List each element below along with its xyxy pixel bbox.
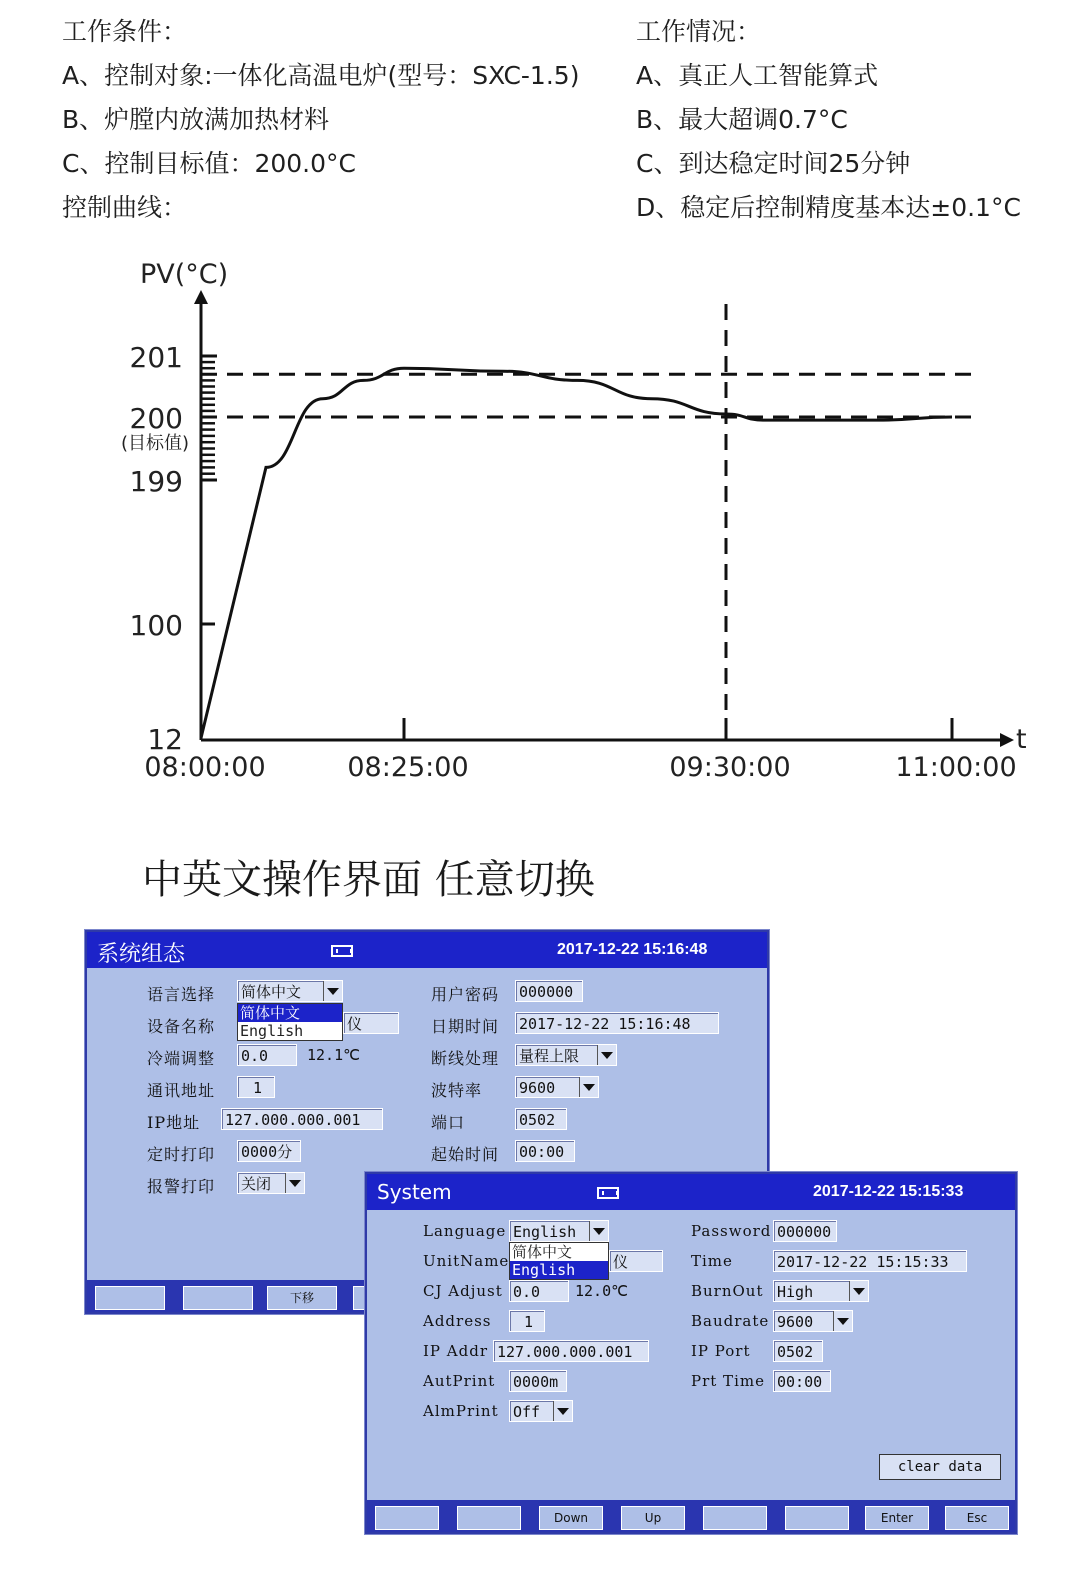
- intro-right-line: C、到达稳定时间25分钟: [636, 149, 911, 178]
- language-option[interactable]: 简体中文: [238, 1004, 342, 1022]
- start-time-label: 起始时间: [431, 1145, 500, 1164]
- y-tick-label: 200: [129, 402, 183, 435]
- function-key[interactable]: [183, 1286, 253, 1310]
- function-key[interactable]: [703, 1506, 767, 1530]
- ip-label: IP地址: [147, 1113, 201, 1132]
- language-label: 语言选择: [147, 985, 216, 1004]
- timed-print-field[interactable]: 0000分: [237, 1140, 301, 1162]
- language-options: [509, 1242, 609, 1280]
- password-label: 用户密码: [431, 985, 500, 1004]
- baudrate-value: 9600: [777, 1313, 814, 1331]
- datetime-label: 日期时间: [431, 1017, 500, 1036]
- function-key[interactable]: [457, 1506, 521, 1530]
- target-value-note: (目标值): [120, 433, 190, 454]
- datetime-field[interactable]: 2017-12-22 15:16:48: [515, 1012, 719, 1034]
- chevron-down-icon[interactable]: [589, 1221, 608, 1241]
- control-curve-chart: [0, 240, 1080, 800]
- baudrate-label: Baudrate: [691, 1312, 770, 1330]
- down-button[interactable]: 下移: [267, 1286, 337, 1310]
- x-tick-label: 08:25:00: [347, 752, 469, 783]
- pv-curve: [201, 368, 952, 738]
- panel-titlebar: [367, 1174, 1015, 1210]
- chevron-down-icon[interactable]: [597, 1045, 616, 1065]
- device-name-label: 设备名称: [147, 1017, 216, 1036]
- function-key[interactable]: [375, 1506, 439, 1530]
- intro-right-line: A、真正人工智能算式: [636, 61, 879, 90]
- ip-field[interactable]: 127.000.000.001: [221, 1108, 383, 1130]
- ip-port-field[interactable]: 0502: [773, 1340, 823, 1362]
- language-select[interactable]: [509, 1220, 609, 1242]
- password-label: Password: [691, 1222, 772, 1240]
- chevron-down-icon[interactable]: [579, 1077, 598, 1097]
- panel-title: System: [377, 1180, 452, 1204]
- ip-port-label: IP Port: [691, 1342, 751, 1360]
- cj-adjust-field[interactable]: 0.0: [509, 1280, 569, 1302]
- auto-print-label: AutPrint: [423, 1372, 496, 1390]
- language-option[interactable]: English: [510, 1261, 608, 1279]
- cj-temperature: 12.0℃: [575, 1282, 628, 1300]
- panel-title: 系统组态: [97, 942, 186, 967]
- alarm-print-label: AlmPrint: [423, 1402, 499, 1420]
- baud-value: 9600: [519, 1079, 556, 1097]
- alarm-print-select[interactable]: [509, 1400, 573, 1422]
- y-tick-label: 100: [129, 609, 183, 642]
- intro-right-line: 工作情况：: [636, 17, 762, 46]
- intro-right-line: B、最大超调0.7°C: [636, 105, 848, 134]
- burnout-label: 断线处理: [431, 1049, 500, 1068]
- y-axis-label: PV(°C): [140, 259, 229, 290]
- port-field[interactable]: 0502: [515, 1108, 567, 1130]
- waveform-icon: [331, 945, 353, 957]
- y-tick-label: 199: [129, 465, 183, 498]
- password-field[interactable]: 000000: [515, 980, 583, 1002]
- burnout-value: 量程上限: [519, 1047, 580, 1065]
- y-tick-label: 12: [147, 723, 183, 756]
- chevron-down-icon[interactable]: [849, 1281, 868, 1301]
- x-axis-arrow: [1000, 733, 1014, 747]
- password-field[interactable]: 000000: [773, 1220, 837, 1242]
- intro-left-line: 工作条件：: [62, 17, 188, 46]
- language-options: [237, 1003, 343, 1041]
- alarm-print-value: Off: [513, 1403, 541, 1421]
- intro-left-line: C、控制目标值：200.0°C: [62, 149, 356, 178]
- function-key[interactable]: [95, 1286, 165, 1310]
- auto-print-field[interactable]: 0000m: [509, 1370, 567, 1392]
- up-button[interactable]: Up: [621, 1506, 685, 1530]
- burnout-label: BurnOut: [691, 1282, 764, 1300]
- burnout-value: High: [777, 1283, 814, 1301]
- x-tick-label: 09:30:00: [669, 752, 791, 783]
- chevron-down-icon[interactable]: [323, 981, 342, 1001]
- ip-field[interactable]: 127.000.000.001: [493, 1340, 649, 1362]
- time-label: Time: [691, 1252, 733, 1270]
- unit-name-label: UnitName: [423, 1252, 510, 1270]
- address-label: 通讯地址: [147, 1081, 216, 1100]
- time-field[interactable]: 2017-12-22 15:15:33: [773, 1250, 967, 1272]
- baud-select[interactable]: [515, 1076, 599, 1098]
- intro-left-line: 控制曲线：: [62, 193, 188, 222]
- address-field[interactable]: 1: [237, 1076, 275, 1098]
- x-tick-label: 08:00:00: [144, 752, 266, 783]
- language-value: 简体中文: [241, 983, 302, 1001]
- function-key[interactable]: [785, 1506, 849, 1530]
- baud-label: 波特率: [431, 1081, 483, 1100]
- device-name-field[interactable]: 仪: [343, 1012, 399, 1034]
- intro-left-line: B、炉膛内放满加热材料: [62, 105, 330, 134]
- function-key-bar: [367, 1500, 1015, 1532]
- intro-left-line: A、控制对象:一体化高温电炉(型号：SXC-1.5): [62, 61, 580, 90]
- x-axis-label: t: [1016, 724, 1027, 755]
- clear-data-button[interactable]: clear data: [879, 1454, 1001, 1480]
- print-time-field[interactable]: 00:00: [773, 1370, 831, 1392]
- esc-button[interactable]: Esc: [945, 1506, 1009, 1530]
- alarm-print-value: 关闭: [241, 1175, 272, 1193]
- waveform-icon: [597, 1187, 619, 1199]
- burnout-select[interactable]: [773, 1280, 869, 1302]
- burnout-select[interactable]: [515, 1044, 617, 1066]
- address-field[interactable]: 1: [509, 1310, 545, 1332]
- enter-button[interactable]: Enter: [865, 1506, 929, 1530]
- port-label: 端口: [431, 1113, 466, 1132]
- language-option[interactable]: 简体中文: [512, 1243, 573, 1261]
- cj-temperature: 12.1℃: [307, 1046, 360, 1064]
- language-option[interactable]: English: [240, 1022, 304, 1040]
- y-tick-label: 201: [129, 341, 183, 374]
- intro-right-line: D、稳定后控制精度基本达±0.1°C: [636, 193, 1021, 222]
- cj-adjust-field[interactable]: 0.0: [237, 1044, 297, 1066]
- cj-adjust-label: CJ Adjust: [423, 1282, 503, 1300]
- alarm-print-label: 报警打印: [147, 1177, 216, 1196]
- panel-datetime: 2017-12-22 15:15:33: [813, 1183, 964, 1200]
- down-button[interactable]: Down: [539, 1506, 603, 1530]
- chevron-down-icon[interactable]: [833, 1311, 852, 1331]
- address-label: Address: [423, 1312, 492, 1330]
- ip-label: IP Addr: [423, 1342, 488, 1360]
- language-value: English: [513, 1223, 577, 1241]
- print-time-label: Prt Time: [691, 1372, 765, 1390]
- panel-titlebar: [87, 932, 767, 968]
- language-label: Language: [423, 1222, 507, 1240]
- system-config-panel-en: [365, 1172, 1017, 1534]
- language-select[interactable]: [237, 980, 343, 1002]
- x-tick-label: 11:00:00: [895, 752, 1017, 783]
- start-time-field[interactable]: 00:00: [515, 1140, 575, 1162]
- panel-datetime: 2017-12-22 15:16:48: [557, 941, 708, 958]
- work-results: [636, 10, 1021, 230]
- chevron-down-icon[interactable]: [285, 1173, 304, 1193]
- timed-print-label: 定时打印: [147, 1145, 216, 1164]
- baudrate-select[interactable]: [773, 1310, 853, 1332]
- work-conditions: [62, 10, 579, 230]
- chevron-down-icon[interactable]: [553, 1401, 572, 1421]
- alarm-print-select[interactable]: [237, 1172, 305, 1194]
- unit-name-field[interactable]: 仪: [609, 1250, 663, 1272]
- cj-adjust-label: 冷端调整: [147, 1049, 216, 1068]
- y-axis-arrow: [194, 290, 208, 304]
- section-heading: 中英文操作界面 任意切换: [142, 857, 595, 903]
